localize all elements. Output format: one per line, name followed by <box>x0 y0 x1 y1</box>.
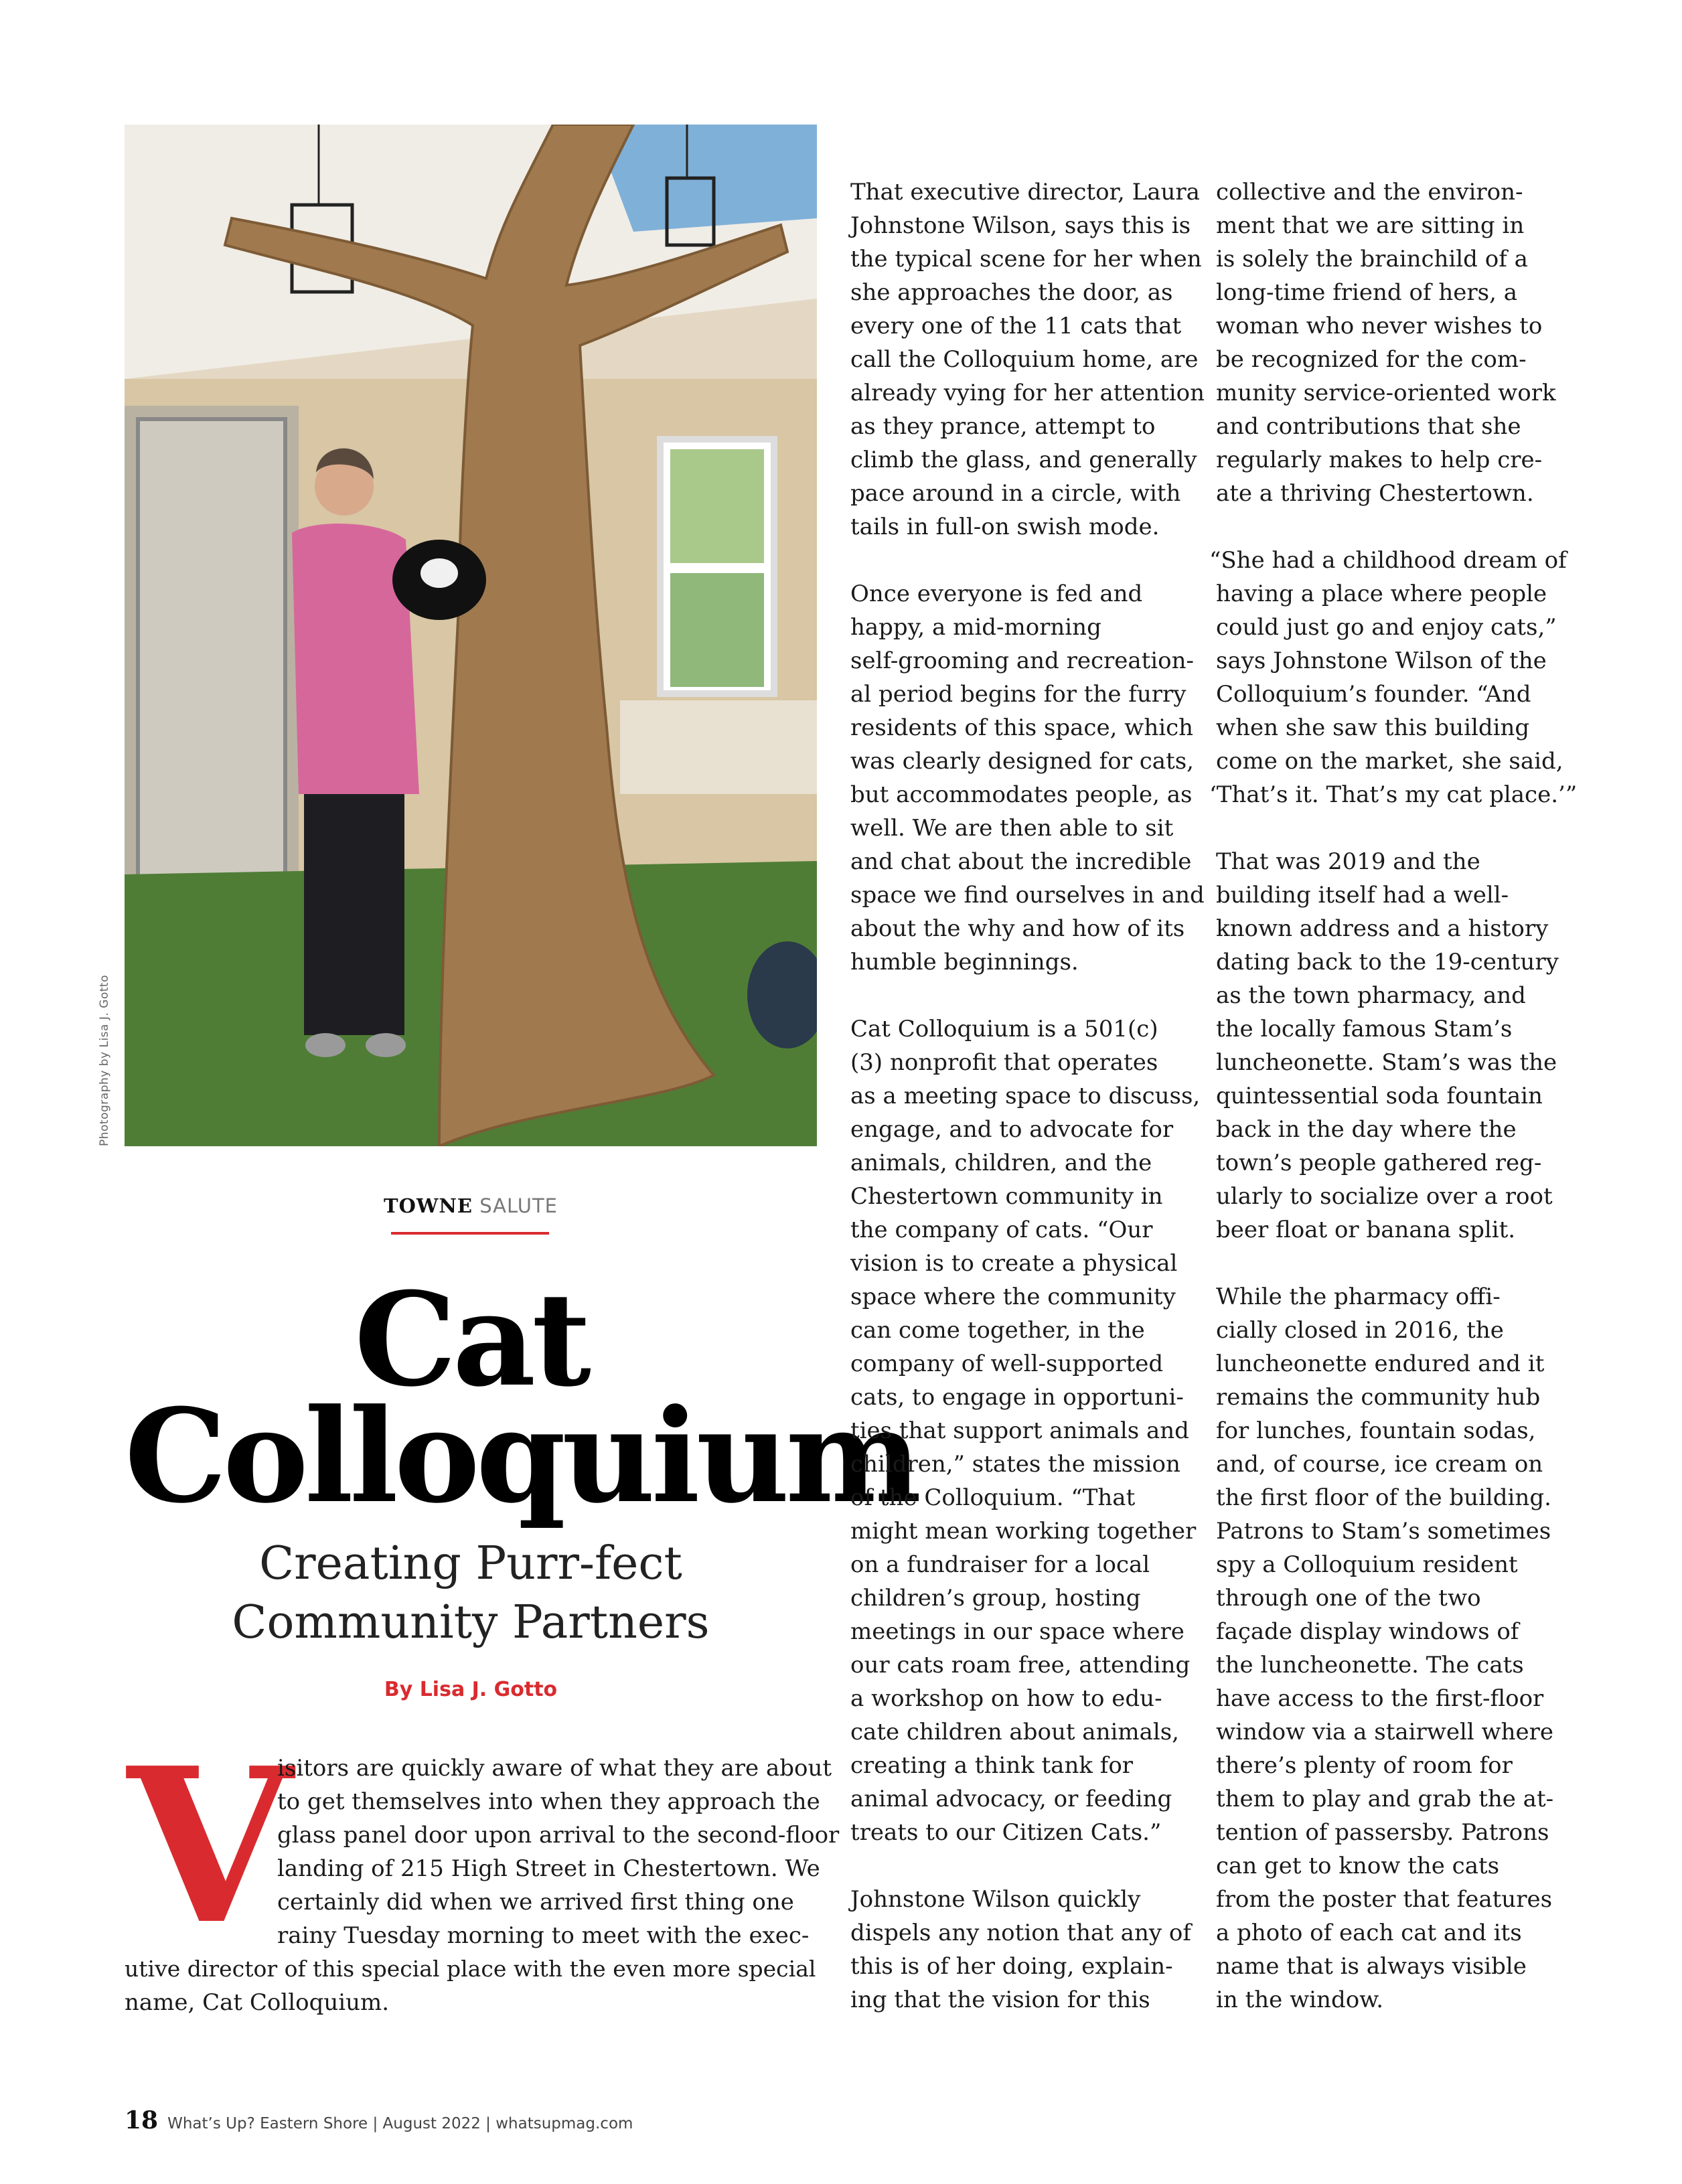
column-b-line: is solely the brainchild of a <box>1216 246 1528 272</box>
column-b-line: munity service-oriented work <box>1216 380 1556 406</box>
column-b-line: spy a Colloquium resident <box>1216 1551 1518 1578</box>
column-a-line: animals, children, and the <box>850 1150 1152 1176</box>
column-a-line: space where the community <box>850 1283 1176 1310</box>
column-a-line: and chat about the incredible <box>850 848 1192 875</box>
column-b-line: ate a thriving Chestertown. <box>1216 480 1534 507</box>
column-b-line: dating back to the 19-century <box>1216 949 1559 976</box>
column-a-line: the typical scene for her when <box>850 246 1202 272</box>
column-a-line: about the why and how of its <box>850 915 1185 942</box>
column-a-line: she approaches the door, as <box>850 279 1173 306</box>
column-a-line: call the Colloquium home, are <box>850 346 1199 373</box>
column-b-line: known address and a history <box>1216 915 1549 942</box>
photo-illustration <box>125 125 817 1146</box>
column-b-line: and contributions that she <box>1216 413 1521 440</box>
column-b-line: be recognized for the com- <box>1216 346 1527 373</box>
column-b-line: luncheonette endured and it <box>1216 1350 1545 1377</box>
column-b-line: façade display windows of <box>1216 1618 1519 1645</box>
column-a-line: treats to our Citizen Cats.” <box>850 1819 1162 1846</box>
column-b-line: “She had a childhood dream of <box>1209 547 1567 574</box>
column-b-line: luncheonette. Stam’s was the <box>1216 1049 1557 1076</box>
article-photo <box>125 125 817 1146</box>
column-b-line: from the poster that features <box>1216 1886 1553 1913</box>
column-b-line: tention of passersby. Patrons <box>1216 1819 1549 1846</box>
byline: By Lisa J. Gotto <box>384 1678 558 1701</box>
column-b-line: the first floor of the building. <box>1216 1484 1551 1511</box>
column-b-line: cially closed in 2016, the <box>1216 1317 1504 1344</box>
column-b-line: them to play and grab the at- <box>1216 1786 1554 1812</box>
column-b-line: window via a stairwell where <box>1216 1719 1554 1745</box>
column-b-line: and, of course, ice cream on <box>1216 1451 1543 1478</box>
column-b-line: beer float or banana split. <box>1216 1217 1516 1243</box>
column-a-line: creating a think tank for <box>850 1752 1134 1779</box>
column-a-line: tails in full-on swish mode. <box>850 514 1160 540</box>
column-b-line: the locally famous Stam’s <box>1216 1016 1513 1042</box>
column-a-line: ing that the vision for this <box>850 1986 1150 2013</box>
article-title-line-1: Cat <box>354 1265 587 1415</box>
column-a-line: our cats roam free, attending <box>850 1652 1191 1679</box>
column-a-line: but accommodates people, as <box>850 781 1193 808</box>
column-a-line: space we find ourselves in and <box>850 882 1205 909</box>
column-a-line: might mean working together <box>850 1518 1197 1545</box>
intro-line: rainy Tuesday morning to meet with the exec- <box>277 1922 810 1949</box>
column-a-line: That executive director, Laura <box>850 179 1200 206</box>
column-b-line: long-time friend of hers, a <box>1216 279 1517 306</box>
column-a-line: Once everyone is fed and <box>850 580 1143 607</box>
intro-line: utive director of this special place with the even more special <box>125 1956 816 1982</box>
footer-text: What’s Up? Eastern Shore | August 2022 | whatsupmag.com <box>167 2115 633 2132</box>
intro-line: to get themselves into when they approach the <box>277 1788 820 1815</box>
intro-line: certainly did when we arrived first thing one <box>277 1889 794 1916</box>
column-b-line: back in the day where the <box>1216 1116 1517 1143</box>
column-b-line: name that is always visible <box>1216 1953 1527 1980</box>
column-b-line: have access to the first-floor <box>1216 1685 1544 1712</box>
column-a-line: on a fundraiser for a local <box>850 1551 1150 1578</box>
column-a-line: animal advocacy, or feeding <box>850 1786 1172 1812</box>
column-b-line: collective and the environ- <box>1216 179 1523 206</box>
column-b-line: in the window. <box>1216 1986 1384 2013</box>
column-a-line: humble beginnings. <box>850 949 1079 976</box>
column-b-line: as the town pharmacy, and <box>1216 982 1526 1009</box>
column-b-line: can get to know the cats <box>1216 1853 1500 1879</box>
column-a-line: ties that support animals and <box>850 1417 1189 1444</box>
column-b-line: building itself had a well- <box>1216 882 1509 909</box>
column-a-line: cats, to engage in opportuni- <box>850 1384 1184 1411</box>
column-a-line: happy, a mid-morning <box>850 614 1101 641</box>
column-a-line: well. We are then able to sit <box>850 815 1174 842</box>
column-a-line: vision is to create a physical <box>850 1250 1178 1277</box>
column-b-line: Patrons to Stam’s sometimes <box>1216 1518 1551 1545</box>
intro-line: isitors are quickly aware of what they are about <box>277 1755 832 1782</box>
column-a-line: climb the glass, and generally <box>850 447 1197 473</box>
section-rule <box>391 1232 549 1235</box>
column-a-line: a workshop on how to edu- <box>850 1685 1162 1712</box>
column-b-line: there’s plenty of room for <box>1216 1752 1513 1779</box>
column-b-line: remains the community hub <box>1216 1384 1541 1411</box>
column-a-line: Chestertown community in <box>850 1183 1163 1210</box>
column-a-line: residents of this space, which <box>850 714 1194 741</box>
column-b-line: regularly makes to help cre- <box>1216 447 1543 473</box>
column-a-line: Johnstone Wilson, says this is <box>850 212 1191 239</box>
column-a-line: Johnstone Wilson quickly <box>850 1886 1141 1913</box>
column-a-line: as they prance, attempt to <box>850 413 1156 440</box>
article-subtitle-line-2: Community Partners <box>232 1596 710 1649</box>
column-a-line: meetings in our space where <box>850 1618 1184 1645</box>
column-b-line: says Johnstone Wilson of the <box>1216 647 1547 674</box>
column-b-line: come on the market, she said, <box>1216 748 1563 775</box>
column-b-line: That was 2019 and the <box>1216 848 1480 875</box>
column-b-line: town’s people gathered reg- <box>1216 1150 1542 1176</box>
column-a-line: every one of the 11 cats that <box>850 313 1182 339</box>
column-b-line: ment that we are sitting in <box>1216 212 1525 239</box>
section-label-light: SALUTE <box>473 1194 558 1217</box>
intro-line: landing of 215 High Street in Chestertown. We <box>277 1855 820 1882</box>
intro-line: glass panel door upon arrival to the second-floor <box>277 1822 840 1849</box>
article-subtitle-line-1: Creating Purr-fect <box>259 1537 682 1590</box>
column-a-line: pace around in a circle, with <box>850 480 1181 507</box>
article-title-line-2: Colloquium <box>125 1381 918 1532</box>
drop-cap: V <box>127 1721 293 1971</box>
column-a-line: as a meeting space to discuss, <box>850 1083 1201 1109</box>
column-a-line: company of well-supported <box>850 1350 1164 1377</box>
page-number: 18 <box>125 2106 159 2134</box>
column-a-line: children’s group, hosting <box>850 1585 1141 1612</box>
photo-credit: Photography by Lisa J. Gotto <box>98 975 111 1146</box>
column-a-line: already vying for her attention <box>850 380 1205 406</box>
page-footer <box>125 2106 633 2134</box>
column-a-line: Cat Colloquium is a 501(c) <box>850 1016 1158 1042</box>
column-b-line: a photo of each cat and its <box>1216 1920 1522 1946</box>
column-a-line: (3) nonprofit that operates <box>850 1049 1158 1076</box>
column-b-line: ‘That’s it. That’s my cat place.’” <box>1209 781 1578 808</box>
column-b-line: While the pharmacy offi- <box>1216 1283 1501 1310</box>
section-label-bold: TOWNE <box>383 1194 473 1217</box>
column-a-line: al period begins for the furry <box>850 681 1187 708</box>
column-a-line: self-grooming and recreation- <box>850 647 1195 674</box>
column-b-line: could just go and enjoy cats,” <box>1216 614 1557 641</box>
column-a-line: can come together, in the <box>850 1317 1145 1344</box>
column-a-line: of the Colloquium. “That <box>850 1484 1136 1511</box>
column-b-line: having a place where people <box>1216 580 1547 607</box>
column-b-line: quintessential soda fountain <box>1216 1083 1543 1109</box>
column-a-line: the company of cats. “Our <box>850 1217 1153 1243</box>
column-a-line: engage, and to advocate for <box>850 1116 1174 1143</box>
column-a-line: children,” states the mission <box>850 1451 1180 1478</box>
column-b-line: woman who never wishes to <box>1216 313 1543 339</box>
column-a-line: dispels any notion that any of <box>850 1920 1191 1946</box>
column-b-line: the luncheonette. The cats <box>1216 1652 1524 1679</box>
column-b-line: through one of the two <box>1216 1585 1481 1612</box>
intro-line: name, Cat Colloquium. <box>125 1989 390 2016</box>
column-a-line: this is of her doing, explain- <box>850 1953 1173 1980</box>
column-b-line: Colloquium’s founder. “And <box>1216 681 1531 708</box>
column-b-line: for lunches, fountain sodas, <box>1216 1417 1536 1444</box>
column-b-line: ularly to socialize over a root <box>1216 1183 1553 1210</box>
column-a-line: cate children about animals, <box>850 1719 1179 1745</box>
section-label <box>125 1194 817 1217</box>
column-b-line: when she saw this building <box>1216 714 1530 741</box>
column-a-line: was clearly designed for cats, <box>850 748 1194 775</box>
